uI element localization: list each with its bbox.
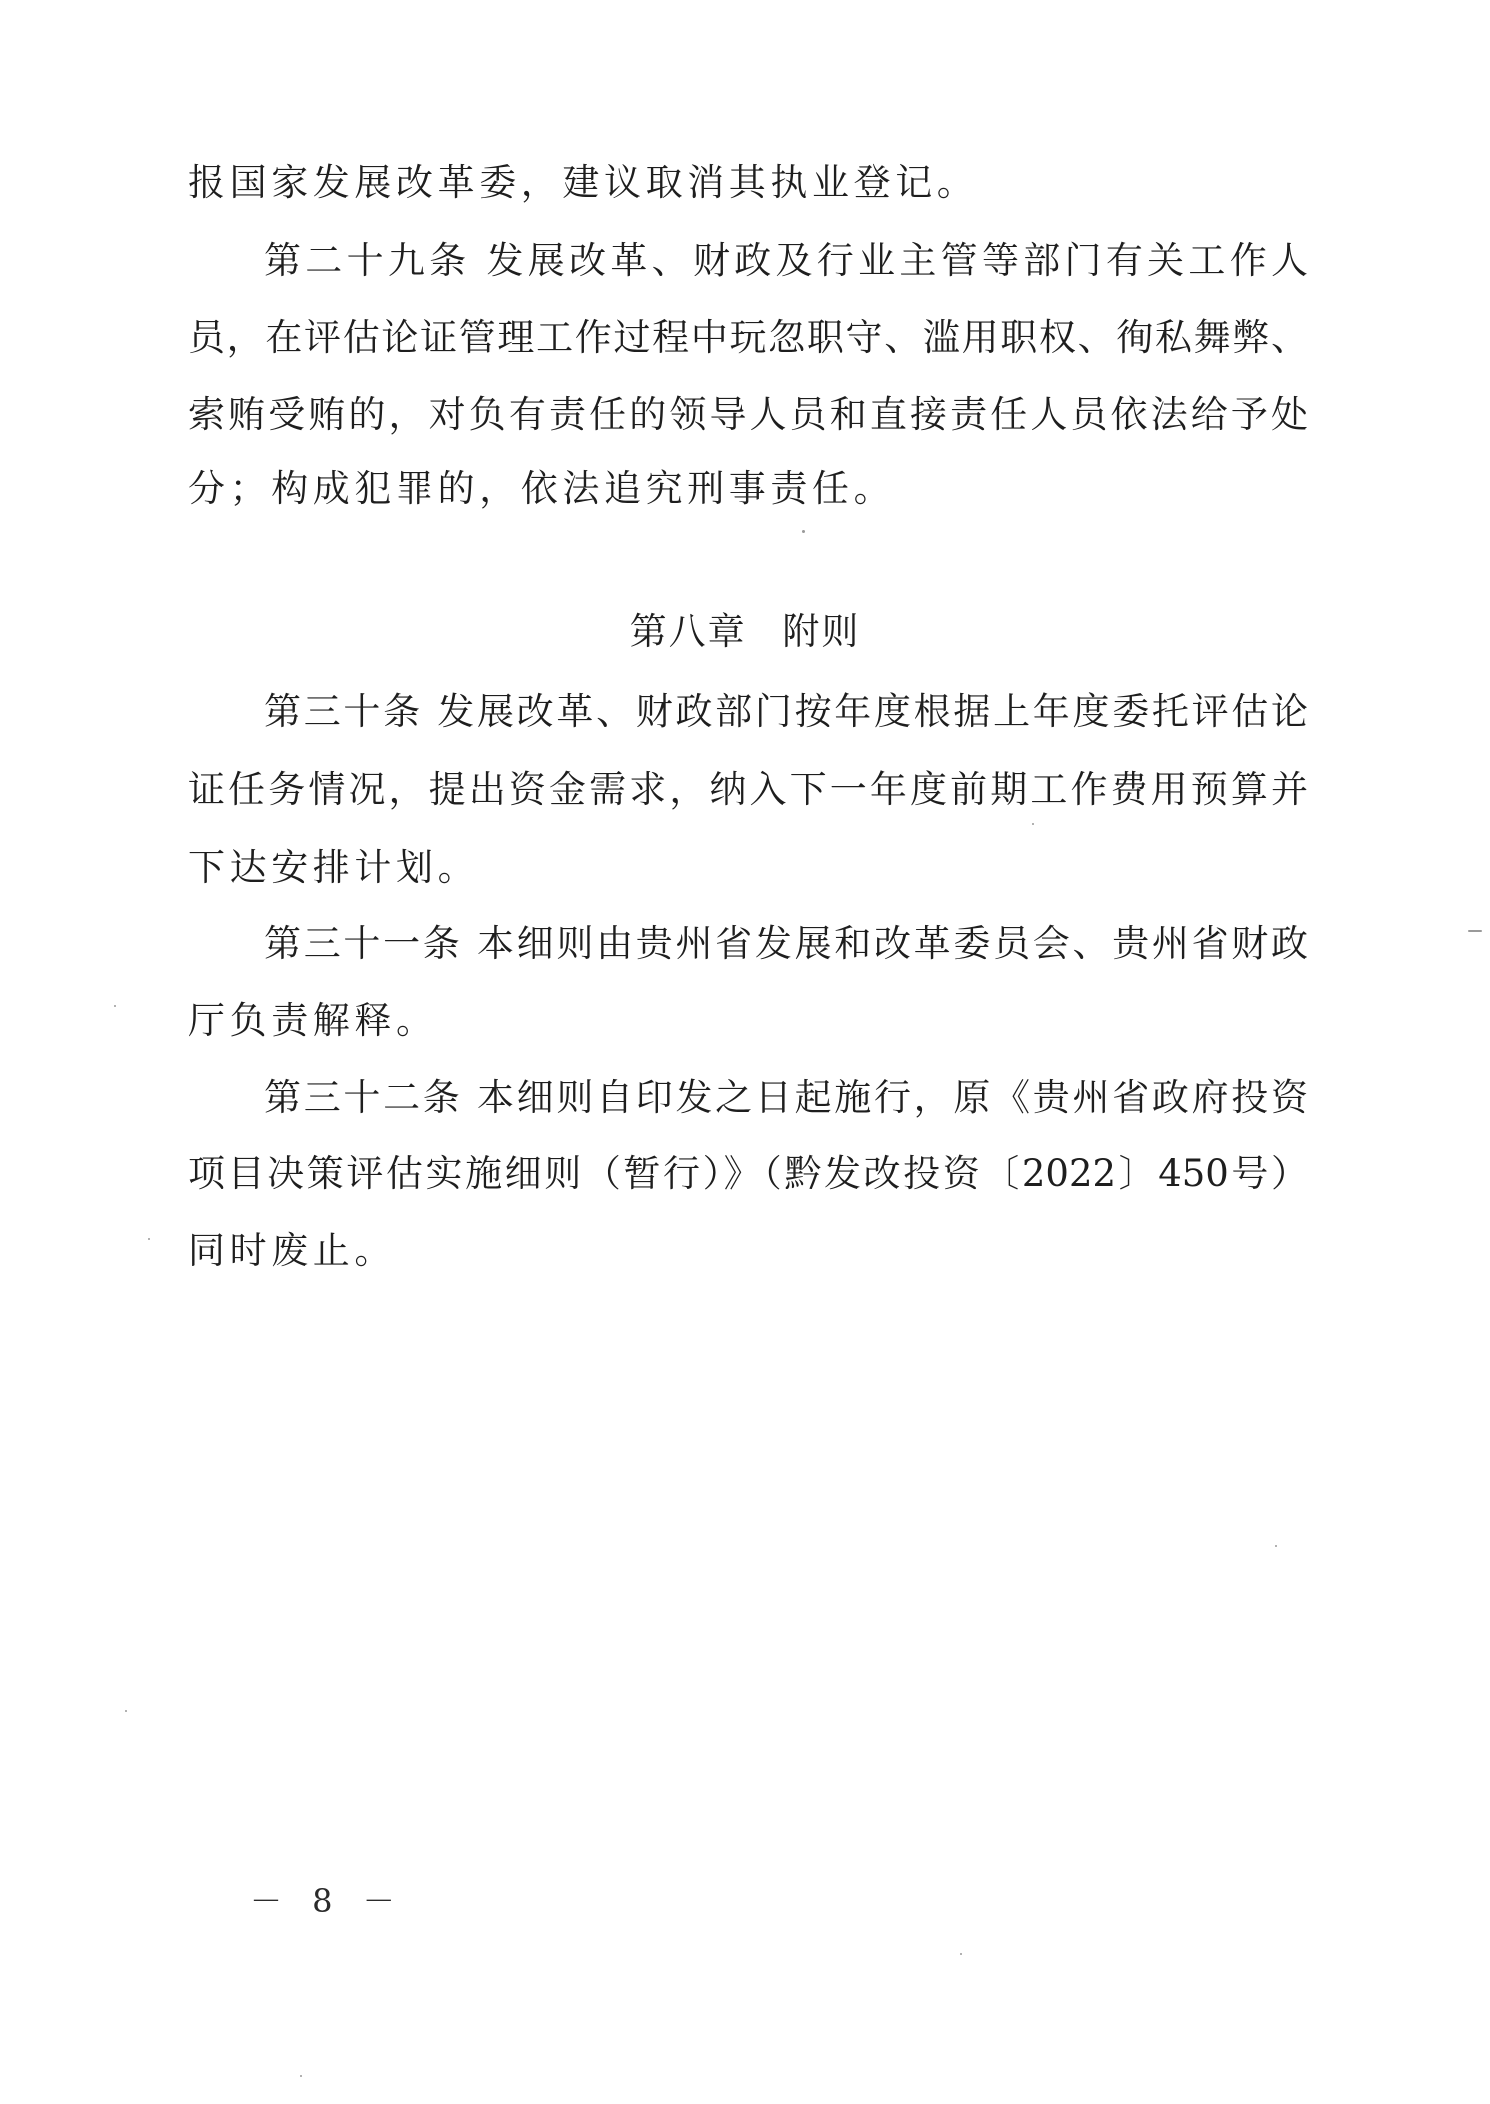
article-29-line-4: 分；构成犯罪的，依法追究刑事责任。 bbox=[188, 467, 896, 510]
scan-speck bbox=[1275, 1545, 1277, 1547]
article-31-line-1: 第三十一条 本细则由贵州省发展和改革委员会、贵州省财政 bbox=[264, 922, 1308, 965]
scan-speck bbox=[1032, 823, 1034, 825]
article-30-line-1: 第三十条 发展改革、财政部门按年度根据上年度委托评估论 bbox=[264, 690, 1308, 733]
scan-speck bbox=[802, 530, 805, 533]
scan-speck bbox=[148, 1238, 150, 1240]
scan-speck bbox=[114, 1005, 116, 1007]
article-29-line-1: 第二十九条 发展改革、财政及行业主管等部门有关工作人 bbox=[264, 239, 1308, 282]
article-32-line-3: 同时废止。 bbox=[188, 1229, 396, 1272]
page-number: － 8 － bbox=[250, 1882, 405, 1920]
article-30-line-3: 下达安排计划。 bbox=[188, 846, 480, 889]
scan-speck bbox=[300, 2075, 302, 2077]
article-31-line-2: 厅负责解释。 bbox=[188, 999, 438, 1042]
scan-speck bbox=[1468, 930, 1482, 932]
scan-speck bbox=[960, 1953, 962, 1955]
article-32-line-1: 第三十二条 本细则自印发之日起施行，原《贵州省政府投资 bbox=[264, 1076, 1308, 1119]
chapter-heading: 第八章 附则 bbox=[629, 610, 861, 653]
paragraph-28-end-line: 报国家发展改革委，建议取消其执业登记。 bbox=[188, 161, 979, 204]
article-29-line-2: 员，在评估论证管理工作过程中玩忽职守、滥用职权、徇私舞弊、 bbox=[188, 316, 1308, 359]
scan-speck bbox=[125, 1710, 127, 1712]
article-29-line-3: 索贿受贿的，对负有责任的领导人员和直接责任人员依法给予处 bbox=[188, 393, 1308, 436]
article-32-line-2: 项目决策评估实施细则（暂行）》（黔发改投资〔2022〕450号） bbox=[188, 1152, 1308, 1195]
article-30-line-2: 证任务情况，提出资金需求，纳入下一年度前期工作费用预算并 bbox=[188, 768, 1308, 811]
